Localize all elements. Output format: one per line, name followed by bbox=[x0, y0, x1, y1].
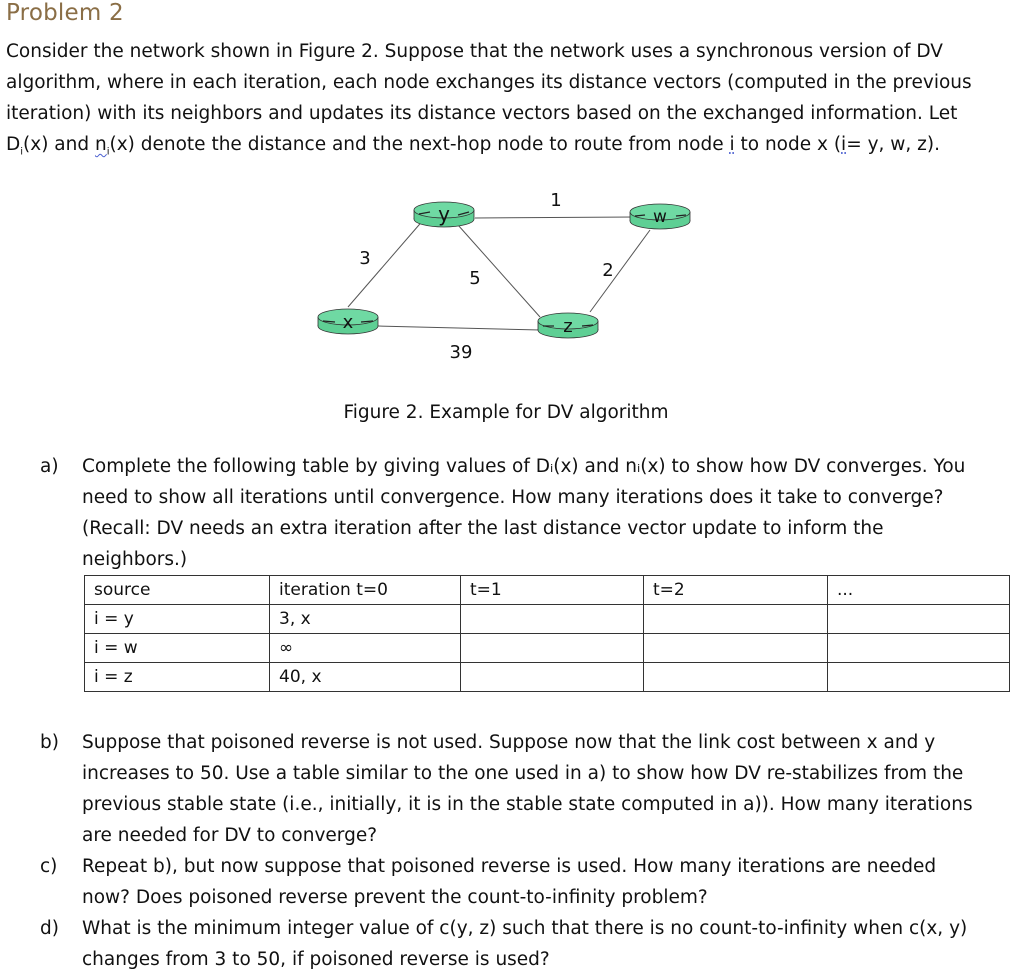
question-b-line: Suppose that poisoned reverse is not used. Suppose now that the link cost between x and y bbox=[82, 732, 936, 753]
text-fragment: (x) and bbox=[23, 134, 95, 155]
cost-label-x-y: 3 bbox=[359, 248, 371, 269]
table-header-cell: t=1 bbox=[461, 576, 644, 605]
question-d-line: changes from 3 to 50, if poisoned reverse is used? bbox=[82, 949, 550, 970]
question-c bbox=[40, 851, 1000, 913]
table-cell bbox=[461, 634, 644, 663]
figure-caption: Figure 2. Example for DV algorithm bbox=[343, 402, 669, 423]
question-c-line: now? Does poisoned reverse prevent the count-to-infinity problem? bbox=[82, 887, 708, 908]
table-cell-source: i = y bbox=[85, 605, 270, 634]
table-cell bbox=[644, 663, 828, 692]
edge-x-z bbox=[378, 326, 540, 330]
question-c-line: Repeat b), but now suppose that poisoned reverse is used. How many iterations are needed bbox=[82, 856, 937, 877]
router-node-x bbox=[318, 309, 378, 334]
svg-text:y: y bbox=[438, 202, 450, 226]
table-row bbox=[85, 663, 1010, 692]
problem-title: Problem 2 bbox=[6, 0, 124, 26]
table-cell-source: i = w bbox=[85, 634, 270, 663]
intro-line-4 bbox=[6, 129, 1006, 168]
edge-w-z bbox=[590, 230, 650, 312]
i-word: i bbox=[729, 134, 735, 155]
table-header-cell: source bbox=[85, 576, 270, 605]
table-row bbox=[85, 605, 1010, 634]
table-header-cell: t=2 bbox=[644, 576, 828, 605]
d-subscript: i bbox=[20, 146, 24, 158]
question-a bbox=[40, 451, 1000, 575]
svg-text:z: z bbox=[563, 316, 573, 337]
cost-label-y-z: 5 bbox=[469, 268, 481, 289]
text-fragment: (x) denote the distance and the next-hop node to route from node bbox=[109, 134, 730, 155]
question-b-label: b) bbox=[40, 732, 59, 753]
table-cell bbox=[644, 634, 828, 663]
intro-line-2: algorithm, where in each iteration, each node exchanges its distance vectors (computed in the previous bbox=[6, 72, 972, 93]
intro-line-3: iteration) with its neighbors and updates its distance vectors based on the exchanged information. Let bbox=[6, 103, 958, 124]
cost-label-y-w: 1 bbox=[550, 190, 562, 211]
table-cell bbox=[644, 605, 828, 634]
question-d-line: What is the minimum integer value of c(y, z) such that there is no count-to-infinity when c(x, y) bbox=[82, 918, 968, 939]
n-symbol: $n_i$ bbox=[94, 134, 110, 158]
intro-line-1: Consider the network shown in Figure 2. Suppose that the network uses a synchronous version of DV bbox=[6, 41, 943, 62]
text-fragment: to node x ( bbox=[734, 134, 842, 155]
table-header-row bbox=[85, 576, 1010, 605]
edge-y-w bbox=[475, 217, 636, 218]
question-b bbox=[40, 727, 1000, 851]
cost-label-w-z: 2 bbox=[602, 260, 614, 281]
table-row bbox=[85, 634, 1010, 663]
table-cell bbox=[461, 663, 644, 692]
question-b-line: previous stable state (i.e., initially, it is in the stable state computed in a)). How many iterations bbox=[82, 794, 973, 815]
question-a-line: neighbors.) bbox=[82, 549, 188, 570]
question-d-label: d) bbox=[40, 918, 59, 939]
question-a-line: Complete the following table by giving values of Dᵢ(x) and nᵢ(x) to show how DV converges. You bbox=[82, 456, 966, 477]
question-b-line: are needed for DV to converge? bbox=[82, 825, 378, 846]
table-cell: 40, x bbox=[270, 663, 461, 692]
router-node-z bbox=[538, 313, 598, 338]
question-b-line: increases to 50. Use a table similar to the one used in a) to show how DV re-stabilizes from the bbox=[82, 763, 964, 784]
svg-text:w: w bbox=[653, 207, 667, 227]
question-a-line: (Recall: DV needs an extra iteration after the last distance vector update to inform the bbox=[82, 518, 884, 539]
table-cell bbox=[828, 605, 1010, 634]
table-cell: ∞ bbox=[270, 634, 461, 663]
table-cell bbox=[828, 663, 1010, 692]
table-cell: 3, x bbox=[270, 605, 461, 634]
d-symbol: D bbox=[6, 134, 21, 155]
router-node-y bbox=[414, 202, 474, 227]
table-cell bbox=[828, 634, 1010, 663]
dv-table bbox=[84, 575, 1010, 692]
table-header-cell: iteration t=0 bbox=[270, 576, 461, 605]
question-c-label: c) bbox=[40, 856, 58, 877]
network-figure bbox=[300, 180, 720, 380]
question-a-line: need to show all iterations until convergence. How many iterations does it take to converge? bbox=[82, 487, 944, 508]
i-word: i bbox=[841, 134, 847, 155]
table-header-cell: ... bbox=[828, 576, 1010, 605]
intro-paragraph bbox=[6, 36, 1006, 168]
svg-text:x: x bbox=[342, 312, 354, 333]
question-d bbox=[40, 913, 1000, 975]
question-a-label: a) bbox=[40, 456, 59, 477]
table-cell-source: i = z bbox=[85, 663, 270, 692]
cost-label-x-z: 39 bbox=[449, 342, 473, 363]
text-fragment: = y, w, z). bbox=[846, 134, 940, 155]
router-node-w bbox=[630, 204, 690, 229]
table-cell bbox=[461, 605, 644, 634]
